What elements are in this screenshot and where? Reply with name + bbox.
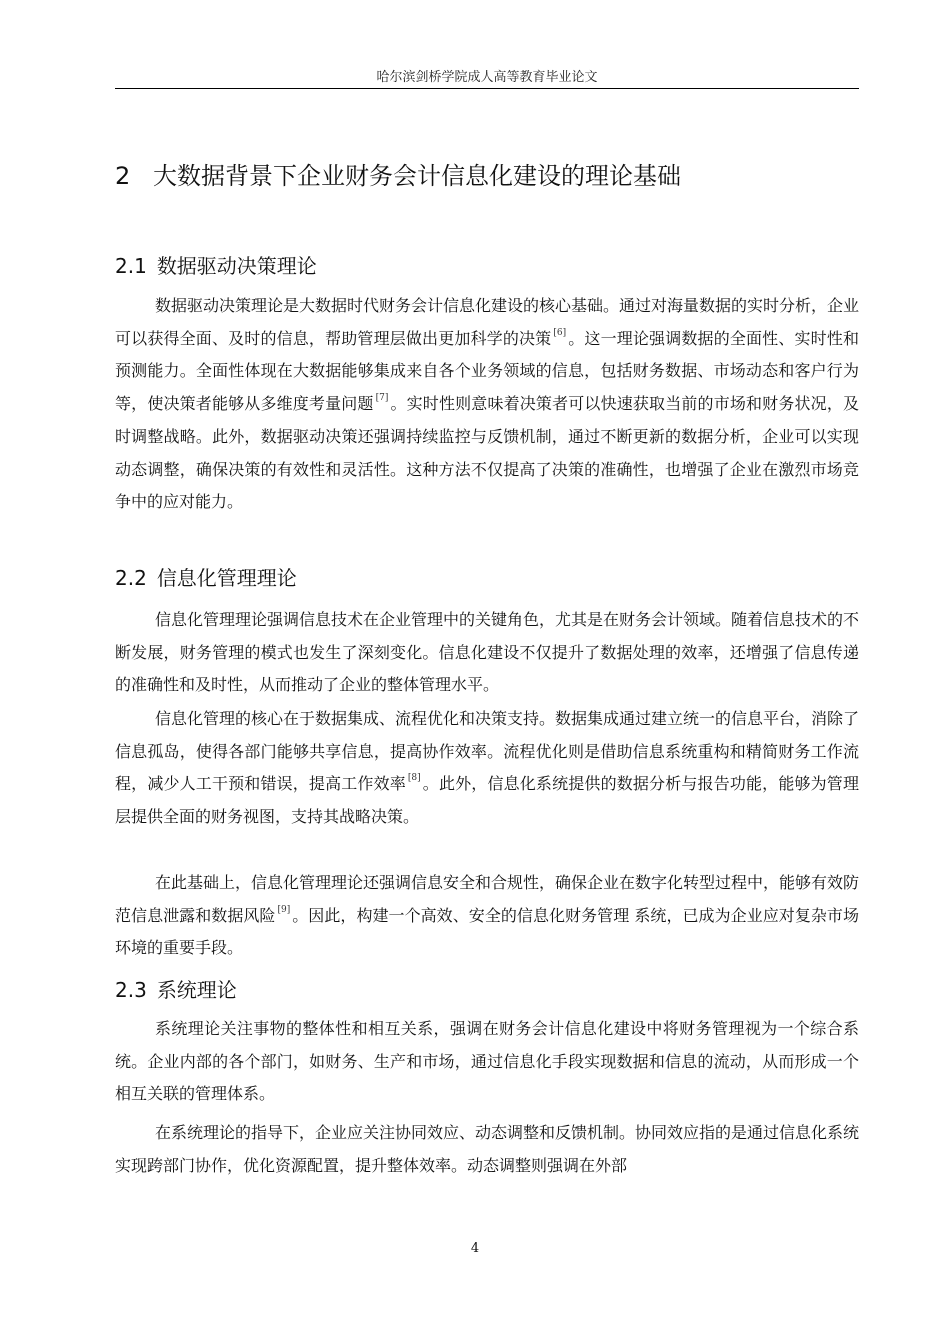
section-title-text: 数据驱动决策理论 (156, 254, 317, 278)
page-number: 4 (470, 1241, 480, 1256)
paragraph-text: 。因此，构建一个高效、安全的信息化财务管理 系统，已成为企业应对复杂市场环境的重要手段。 (115, 905, 859, 958)
paragraph (115, 604, 859, 702)
paragraph (115, 867, 859, 965)
chapter-title (115, 160, 681, 192)
chapter-title-text: 大数据背景下企业财务会计信息化建设的理论基础 (153, 162, 681, 190)
citation-reference[interactable]: [8] (407, 773, 421, 784)
citation-reference[interactable]: [6] (553, 327, 567, 338)
running-header: 哈尔滨剑桥学院成人高等教育毕业论文 (376, 70, 598, 85)
paragraph-text: 。这一理论强调数据的全面性、实时性和预测能力。全面性体现在大数据能够集成来自各个业务领域的信息，包括财务数据、市场动态和客户行为等，使决策者能够从多维度考量问题 (115, 328, 859, 414)
paragraph-text: 在此基础上，信息化管理理论还强调信息安全和合规性，确保企业在数字化转型过程中，能够有效防范信息泄露和数据风险 (115, 873, 860, 925)
paragraph (115, 1013, 859, 1111)
paragraph-text: 信息化管理理论强调信息技术在企业管理中的关键角色，尤其是在财务会计领域。随着信息技术的不断发展，财务管理的模式也发生了深刻变化。信息化建设不仅提升了数据处理的效率，还增强了信息传递的准确性和及时性，从而推动了企业的整体管理水平。 (115, 610, 860, 695)
section-title-text: 信息化管理理论 (156, 566, 297, 590)
paragraph-text: 系统理论关注事物的整体性和相互关系，强调在财务会计信息化建设中将财务管理视为一个综合系统。企业内部的各个部门，如财务、生产和市场，通过信息化手段实现数据和信息的流动，从而形成一个相互关联的管理体系。 (115, 1019, 859, 1104)
paragraph-text: 在系统理论的指导下，企业应关注协同效应、动态调整和反馈机制。协同效应指的是通过信息化系统实现跨部门协作，优化资源配置，提升整体效率。动态调整则强调在外部 (115, 1123, 860, 1175)
header-rule (115, 88, 859, 89)
paragraph-text: 。实时性则意味着决策者可以快速获取当前的市场和财务状况，及时调整战略。此外，数据驱动决策还强调持续监控与反馈机制，通过不断更新的数据分析，企业可以实现动态调整，确保决策的有效性和灵活性。这种方法不仅提高了决策的准确性，也增强了企业在激烈市场竞争中的应对能力。 (115, 394, 859, 512)
section-title (115, 976, 237, 1004)
citation-reference[interactable]: [7] (375, 393, 389, 404)
section-title-text: 系统理论 (156, 978, 237, 1002)
paragraph (115, 703, 859, 834)
paragraph-text: 信息化管理的核心在于数据集成、流程优化和决策支持。数据集成通过建立统一的信息平台，消除了信息孤岛，使得各部门能够共享信息，提高协作效率。流程优化则是借助信息系统重构和精简财务工作流程，减少人工干预和错误，提高工作效率 (115, 709, 860, 794)
section-number: 2.1 (115, 254, 147, 278)
paragraph (115, 1117, 859, 1182)
chapter-number: 2 (115, 162, 131, 190)
section-title (115, 564, 297, 592)
paragraph-text: 数据驱动决策理论是大数据时代财务会计信息化建设的核心基础。通过对海量数据的实时分析，企业可以获得全面、及时的信息，帮助管理层做出更加科学的决策 (115, 296, 860, 348)
citation-reference[interactable]: [9] (277, 904, 291, 915)
paragraph-text: 。此外，信息化系统提供的数据分析与报告功能，能够为管理层提供全面的财务视图，支持其战略决策。 (115, 774, 859, 827)
section-title (115, 252, 317, 280)
paragraph (115, 290, 859, 519)
section-number: 2.2 (115, 566, 147, 590)
section-number: 2.3 (115, 978, 147, 1002)
